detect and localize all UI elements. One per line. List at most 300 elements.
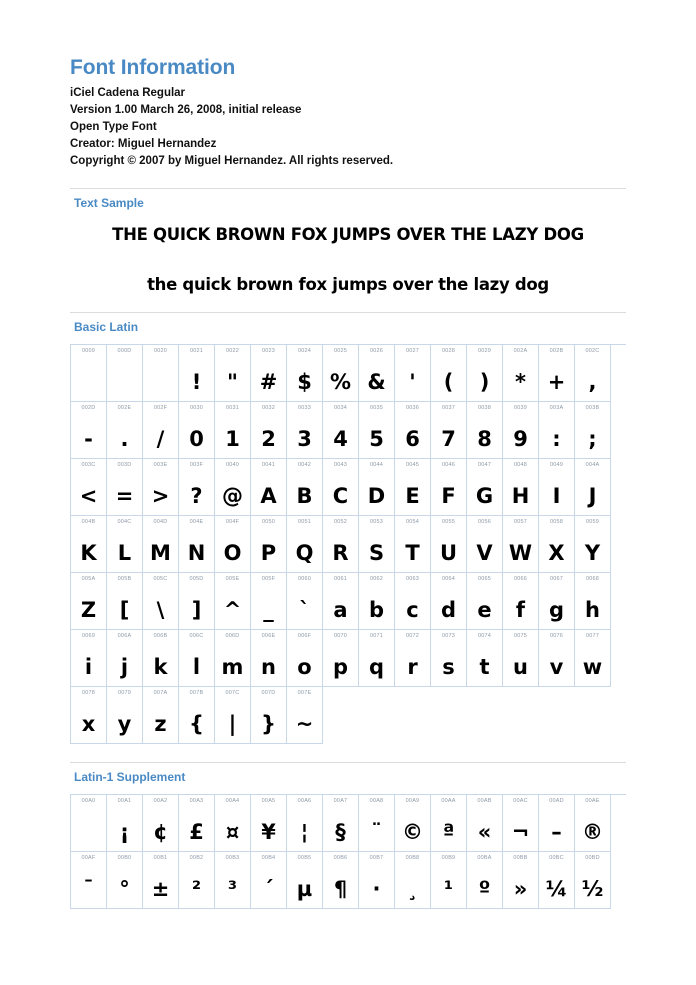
- glyph-codepoint-label: 00A1: [117, 798, 132, 805]
- glyph-character: ': [409, 370, 416, 395]
- glyph-character: ¼: [545, 877, 568, 902]
- glyph-character: z: [154, 712, 167, 737]
- glyph-character: Q: [295, 541, 314, 566]
- glyph-cell: [467, 630, 503, 687]
- glyph-codepoint-label: 0070: [333, 633, 348, 640]
- glyph-cell: [575, 852, 611, 909]
- glyph-cell: [539, 795, 575, 852]
- text-sample-uppercase: THE QUICK BROWN FOX JUMPS OVER THE LAZY DOG: [112, 224, 584, 244]
- glyph-character: W: [508, 541, 533, 566]
- glyph-character: {: [189, 712, 204, 737]
- glyph-cell: [467, 573, 503, 630]
- glyph-character: *: [515, 370, 526, 395]
- glyph-codepoint-label: 006E: [261, 633, 276, 640]
- glyph-codepoint-label: 0044: [369, 462, 384, 469]
- glyph-character: I: [552, 484, 561, 509]
- glyph-cell: [251, 459, 287, 516]
- glyph-character: M: [150, 541, 171, 566]
- glyph-character: x: [81, 712, 96, 737]
- glyph-cell: [215, 630, 251, 687]
- glyph-cell: [251, 687, 287, 744]
- glyph-codepoint-label: 00B6: [333, 855, 348, 862]
- glyph-codepoint-label: 00AB: [477, 798, 492, 805]
- glyph-character: X: [548, 541, 565, 566]
- glyph-codepoint-label: 0073: [441, 633, 456, 640]
- glyph-character: ª: [442, 820, 455, 845]
- glyph-codepoint-label: 005B: [117, 576, 132, 583]
- glyph-codepoint-label: 004E: [189, 519, 204, 526]
- glyph-codepoint-label: 0061: [333, 576, 348, 583]
- glyph-codepoint-label: 0029: [477, 348, 492, 355]
- glyph-cell: [467, 852, 503, 909]
- glyph-grid-basic-latin: [70, 344, 626, 744]
- glyph-character: a: [333, 598, 348, 623]
- glyph-character: u: [513, 655, 528, 680]
- glyph-cell: [179, 402, 215, 459]
- glyph-character: µ: [296, 877, 313, 902]
- glyph-character: b: [368, 598, 385, 623]
- glyph-cell: [467, 402, 503, 459]
- glyph-cell: [431, 516, 467, 573]
- glyph-character: `: [299, 598, 310, 623]
- glyph-character: <: [79, 484, 98, 509]
- glyph-cell: [575, 795, 611, 852]
- glyph-character: ¤: [225, 820, 240, 845]
- glyph-codepoint-label: 002E: [117, 405, 132, 412]
- glyph-cell: [107, 459, 143, 516]
- glyph-cell: [215, 516, 251, 573]
- section-title-latin1-supplement: Latin-1 Supplement: [74, 770, 186, 785]
- glyph-codepoint-label: 003C: [81, 462, 96, 469]
- glyph-cell: [107, 345, 143, 402]
- glyph-character: ¡: [119, 820, 130, 845]
- glyph-cell: [323, 345, 359, 402]
- section-basic-latin: [70, 312, 626, 744]
- glyph-cell: [107, 630, 143, 687]
- glyph-codepoint-label: 0067: [549, 576, 564, 583]
- glyph-character: £: [189, 820, 204, 845]
- glyph-character: U: [439, 541, 458, 566]
- glyph-character: A: [260, 484, 277, 509]
- glyph-character: L: [117, 541, 132, 566]
- section-title-text-sample: Text Sample: [74, 196, 144, 211]
- glyph-codepoint-label: 0022: [225, 348, 240, 355]
- glyph-codepoint-label: 00B7: [369, 855, 384, 862]
- font-info-line: iCiel Cadena Regular: [70, 87, 186, 100]
- glyph-cell: [359, 345, 395, 402]
- glyph-character: =: [115, 484, 134, 509]
- glyph-codepoint-label: 0066: [513, 576, 528, 583]
- glyph-character: j: [120, 655, 129, 680]
- glyph-codepoint-label: 006C: [189, 633, 204, 640]
- glyph-codepoint-label: 006B: [153, 633, 168, 640]
- glyph-codepoint-label: 0054: [405, 519, 420, 526]
- glyph-cell: [395, 630, 431, 687]
- glyph-codepoint-label: 0055: [441, 519, 456, 526]
- glyph-character: ¶: [333, 877, 348, 902]
- glyph-cell: [395, 852, 431, 909]
- glyph-character: D: [367, 484, 386, 509]
- glyph-codepoint-label: 0071: [369, 633, 384, 640]
- glyph-character: ;: [588, 427, 597, 452]
- glyph-codepoint-label: 0037: [441, 405, 456, 412]
- glyph-character: C: [332, 484, 349, 509]
- glyph-cell: [287, 345, 323, 402]
- glyph-character: @: [222, 484, 243, 509]
- glyph-character: F: [441, 484, 456, 509]
- glyph-cell: [395, 459, 431, 516]
- glyph-codepoint-label: 0031: [225, 405, 240, 412]
- glyph-character: |: [228, 712, 237, 737]
- glyph-character: ): [479, 370, 490, 395]
- glyph-codepoint-label: 0028: [441, 348, 456, 355]
- glyph-character: .: [120, 427, 129, 452]
- glyph-cell: [215, 852, 251, 909]
- glyph-codepoint-label: 00B2: [189, 855, 204, 862]
- glyph-cell: [287, 516, 323, 573]
- glyph-character: ]: [191, 598, 202, 623]
- glyph-codepoint-label: 0020: [153, 348, 168, 355]
- glyph-character: «: [477, 820, 492, 845]
- glyph-character: ³: [227, 877, 238, 902]
- glyph-character: G: [475, 484, 494, 509]
- glyph-codepoint-label: 0042: [297, 462, 312, 469]
- glyph-codepoint-label: 00AF: [81, 855, 96, 862]
- glyph-character: H: [511, 484, 530, 509]
- glyph-character: J: [588, 484, 597, 509]
- glyph-codepoint-label: 00A3: [189, 798, 204, 805]
- glyph-codepoint-label: 0043: [333, 462, 348, 469]
- glyph-cell: [251, 402, 287, 459]
- glyph-codepoint-label: 004C: [117, 519, 132, 526]
- glyph-cell: [179, 516, 215, 573]
- glyph-codepoint-label: 007C: [225, 690, 240, 697]
- glyph-cell: [539, 459, 575, 516]
- glyph-cell: [323, 630, 359, 687]
- glyph-cell: [575, 573, 611, 630]
- glyph-codepoint-label: 0040: [225, 462, 240, 469]
- glyph-character: ¬: [511, 820, 530, 845]
- glyph-cell: [215, 402, 251, 459]
- glyph-codepoint-label: 0059: [585, 519, 600, 526]
- glyph-cell: [287, 402, 323, 459]
- glyph-character: º: [478, 877, 491, 902]
- glyph-cell: [503, 795, 539, 852]
- glyph-cell: [71, 630, 107, 687]
- glyph-cell: [467, 795, 503, 852]
- font-info-line: Copyright © 2007 by Miguel Hernandez. All rights reserved.: [70, 155, 394, 168]
- glyph-character: ¢: [153, 820, 168, 845]
- glyph-codepoint-label: 00B4: [261, 855, 276, 862]
- glyph-codepoint-label: 006A: [117, 633, 132, 640]
- glyph-codepoint-label: 00A4: [225, 798, 240, 805]
- glyph-cell: [359, 516, 395, 573]
- glyph-codepoint-label: 0050: [261, 519, 276, 526]
- glyph-character: T: [405, 541, 420, 566]
- glyph-cell: [431, 459, 467, 516]
- glyph-cell: [71, 516, 107, 573]
- glyph-cell: [539, 852, 575, 909]
- glyph-character: s: [442, 655, 455, 680]
- glyph-codepoint-label: 00AE: [585, 798, 600, 805]
- glyph-codepoint-label: 0076: [549, 633, 564, 640]
- glyph-character: g: [548, 598, 565, 623]
- glyph-cell: [359, 795, 395, 852]
- glyph-character: [: [119, 598, 130, 623]
- glyph-codepoint-label: 0049: [549, 462, 564, 469]
- glyph-character: y: [117, 712, 132, 737]
- glyph-codepoint-label: 0074: [477, 633, 492, 640]
- text-sample-lowercase: the quick brown fox jumps over the lazy dog: [147, 274, 549, 294]
- glyph-codepoint-label: 0060: [297, 576, 312, 583]
- glyph-cell: [539, 630, 575, 687]
- glyph-codepoint-label: 0041: [261, 462, 276, 469]
- glyph-codepoint-label: 0030: [189, 405, 204, 412]
- glyph-codepoint-label: 003A: [549, 405, 564, 412]
- glyph-cell: [503, 630, 539, 687]
- glyph-cell: [539, 345, 575, 402]
- glyph-character: _: [263, 598, 274, 623]
- glyph-cell: [71, 573, 107, 630]
- glyph-character: v: [549, 655, 564, 680]
- glyph-cell: [107, 852, 143, 909]
- glyph-cell: [179, 795, 215, 852]
- glyph-character: O: [223, 541, 242, 566]
- glyph-character: »: [513, 877, 528, 902]
- glyph-codepoint-label: 003E: [153, 462, 168, 469]
- glyph-codepoint-label: 0034: [333, 405, 348, 412]
- glyph-cell: [143, 795, 179, 852]
- glyph-codepoint-label: 006F: [297, 633, 312, 640]
- glyph-cell: [359, 402, 395, 459]
- glyph-codepoint-label: 0062: [369, 576, 384, 583]
- glyph-character: >: [151, 484, 170, 509]
- glyph-codepoint-label: 0057: [513, 519, 528, 526]
- glyph-codepoint-label: 0047: [477, 462, 492, 469]
- glyph-codepoint-label: 0065: [477, 576, 492, 583]
- glyph-character: o: [297, 655, 312, 680]
- section-text-sample: [70, 188, 626, 293]
- glyph-character: n: [261, 655, 276, 680]
- glyph-cell: [575, 459, 611, 516]
- glyph-cell: [71, 795, 107, 852]
- glyph-cell: [359, 573, 395, 630]
- glyph-codepoint-label: 0021: [189, 348, 204, 355]
- glyph-codepoint-label: 0048: [513, 462, 528, 469]
- glyph-cell: [287, 459, 323, 516]
- glyph-codepoint-label: 00AA: [441, 798, 456, 805]
- font-info-line: Version 1.00 March 26, 2008, initial release: [70, 104, 302, 117]
- glyph-cell: [503, 402, 539, 459]
- glyph-character: Y: [584, 541, 601, 566]
- glyph-cell: [215, 459, 251, 516]
- glyph-codepoint-label: 002B: [549, 348, 564, 355]
- glyph-character: 6: [405, 427, 420, 452]
- glyph-character: #: [259, 370, 278, 395]
- glyph-character: l: [192, 655, 201, 680]
- glyph-character: ~: [295, 712, 314, 737]
- glyph-codepoint-label: 00B3: [225, 855, 240, 862]
- glyph-cell: [395, 345, 431, 402]
- glyph-character: ?: [190, 484, 203, 509]
- glyph-codepoint-label: 0058: [549, 519, 564, 526]
- section-divider: [70, 762, 626, 763]
- glyph-codepoint-label: 0026: [369, 348, 384, 355]
- glyph-cell: [143, 402, 179, 459]
- glyph-cell: [539, 516, 575, 573]
- glyph-cell: [431, 795, 467, 852]
- glyph-codepoint-label: 004B: [81, 519, 96, 526]
- section-latin1-supplement: [70, 762, 626, 909]
- glyph-character: ¥: [261, 820, 276, 845]
- glyph-codepoint-label: 005A: [81, 576, 96, 583]
- glyph-character: B: [296, 484, 313, 509]
- glyph-codepoint-label: 007E: [297, 690, 312, 697]
- glyph-character: 1: [225, 427, 240, 452]
- glyph-cell: [143, 630, 179, 687]
- glyph-cell: [71, 687, 107, 744]
- glyph-codepoint-label: 00A6: [297, 798, 312, 805]
- glyph-character: m: [221, 655, 244, 680]
- glyph-codepoint-label: 00A0: [81, 798, 96, 805]
- glyph-codepoint-label: 005C: [153, 576, 168, 583]
- glyph-character: $: [297, 370, 312, 395]
- glyph-codepoint-label: 0063: [405, 576, 420, 583]
- glyph-codepoint-label: 00B8: [405, 855, 420, 862]
- section-divider: [70, 312, 626, 313]
- glyph-character: ¯: [83, 877, 94, 902]
- glyph-character: K: [80, 541, 97, 566]
- glyph-character: ±: [151, 877, 170, 902]
- glyph-character: ¹: [443, 877, 454, 902]
- glyph-codepoint-label: 0025: [333, 348, 348, 355]
- glyph-codepoint-label: 0046: [441, 462, 456, 469]
- glyph-cell: [179, 573, 215, 630]
- glyph-codepoint-label: 0009: [81, 348, 96, 355]
- glyph-cell: [431, 402, 467, 459]
- glyph-character: c: [406, 598, 419, 623]
- glyph-character: ": [227, 370, 238, 395]
- glyph-character: 3: [297, 427, 312, 452]
- glyph-codepoint-label: 00BC: [549, 855, 564, 862]
- glyph-character: ¸: [407, 877, 418, 902]
- glyph-cell: [143, 345, 179, 402]
- glyph-cell: [575, 402, 611, 459]
- glyph-cell: [503, 516, 539, 573]
- glyph-codepoint-label: 0038: [477, 405, 492, 412]
- glyph-cell: [143, 459, 179, 516]
- glyph-codepoint-label: 0033: [297, 405, 312, 412]
- glyph-codepoint-label: 0045: [405, 462, 420, 469]
- glyph-cell: [575, 516, 611, 573]
- glyph-cell: [143, 852, 179, 909]
- glyph-character: ¨: [371, 820, 382, 845]
- glyph-character: &: [367, 370, 386, 395]
- glyph-cell: [395, 516, 431, 573]
- glyph-character: (: [443, 370, 454, 395]
- glyph-character: e: [477, 598, 492, 623]
- glyph-character: :: [552, 427, 561, 452]
- font-info-list: [70, 85, 626, 170]
- glyph-codepoint-label: 0069: [81, 633, 96, 640]
- glyph-character: ·: [372, 877, 381, 902]
- glyph-character: Z: [80, 598, 97, 623]
- glyph-cell: [503, 345, 539, 402]
- glyph-codepoint-label: 007A: [153, 690, 168, 697]
- glyph-cell: [143, 687, 179, 744]
- glyph-character: 8: [477, 427, 492, 452]
- glyph-cell: [179, 345, 215, 402]
- glyph-codepoint-label: 0035: [369, 405, 384, 412]
- glyph-codepoint-label: 002F: [153, 405, 168, 412]
- glyph-cell: [323, 516, 359, 573]
- glyph-cell: [359, 852, 395, 909]
- glyph-cell: [251, 516, 287, 573]
- glyph-codepoint-label: 00B0: [117, 855, 132, 862]
- glyph-codepoint-label: 004D: [153, 519, 168, 526]
- glyph-character: –: [551, 820, 562, 845]
- glyph-codepoint-label: 00BA: [477, 855, 492, 862]
- glyph-cell: [143, 573, 179, 630]
- glyph-cell: [179, 630, 215, 687]
- glyph-character: ©: [402, 820, 423, 845]
- font-info-line: Open Type Font: [70, 121, 157, 134]
- glyph-character: i: [84, 655, 93, 680]
- glyph-codepoint-label: 00BB: [513, 855, 528, 862]
- glyph-character: 9: [513, 427, 528, 452]
- glyph-codepoint-label: 002A: [513, 348, 528, 355]
- glyph-cell: [539, 402, 575, 459]
- glyph-character: S: [368, 541, 385, 566]
- glyph-codepoint-label: 005E: [225, 576, 240, 583]
- glyph-cell: [107, 687, 143, 744]
- glyph-character: °: [119, 877, 130, 902]
- glyph-cell: [539, 573, 575, 630]
- glyph-character: ½: [581, 877, 604, 902]
- glyph-codepoint-label: 00B5: [297, 855, 312, 862]
- glyph-cell: [359, 459, 395, 516]
- glyph-codepoint-label: 004F: [225, 519, 240, 526]
- glyph-cell: [287, 573, 323, 630]
- glyph-character: +: [547, 370, 566, 395]
- glyph-codepoint-label: 00A5: [261, 798, 276, 805]
- glyph-character: !: [191, 370, 202, 395]
- glyph-character: q: [368, 655, 385, 680]
- glyph-codepoint-label: 004A: [585, 462, 600, 469]
- glyph-character: r: [407, 655, 418, 680]
- glyph-character: 4: [333, 427, 348, 452]
- glyph-codepoint-label: 0068: [585, 576, 600, 583]
- glyph-codepoint-label: 0023: [261, 348, 276, 355]
- glyph-cell: [179, 852, 215, 909]
- glyph-character: f: [515, 598, 526, 623]
- glyph-codepoint-label: 0032: [261, 405, 276, 412]
- glyph-cell: [107, 795, 143, 852]
- glyph-cell: [215, 687, 251, 744]
- glyph-character: R: [332, 541, 349, 566]
- glyph-codepoint-label: 007B: [189, 690, 204, 697]
- glyph-character: N: [187, 541, 206, 566]
- glyph-character: P: [260, 541, 277, 566]
- glyph-character: ´: [263, 877, 274, 902]
- glyph-cell: [287, 630, 323, 687]
- glyph-cell: [503, 573, 539, 630]
- glyph-cell: [251, 573, 287, 630]
- glyph-character: 5: [369, 427, 384, 452]
- glyph-codepoint-label: 00BD: [585, 855, 600, 862]
- glyph-cell: [287, 795, 323, 852]
- glyph-grid-latin1-supplement: [70, 794, 626, 909]
